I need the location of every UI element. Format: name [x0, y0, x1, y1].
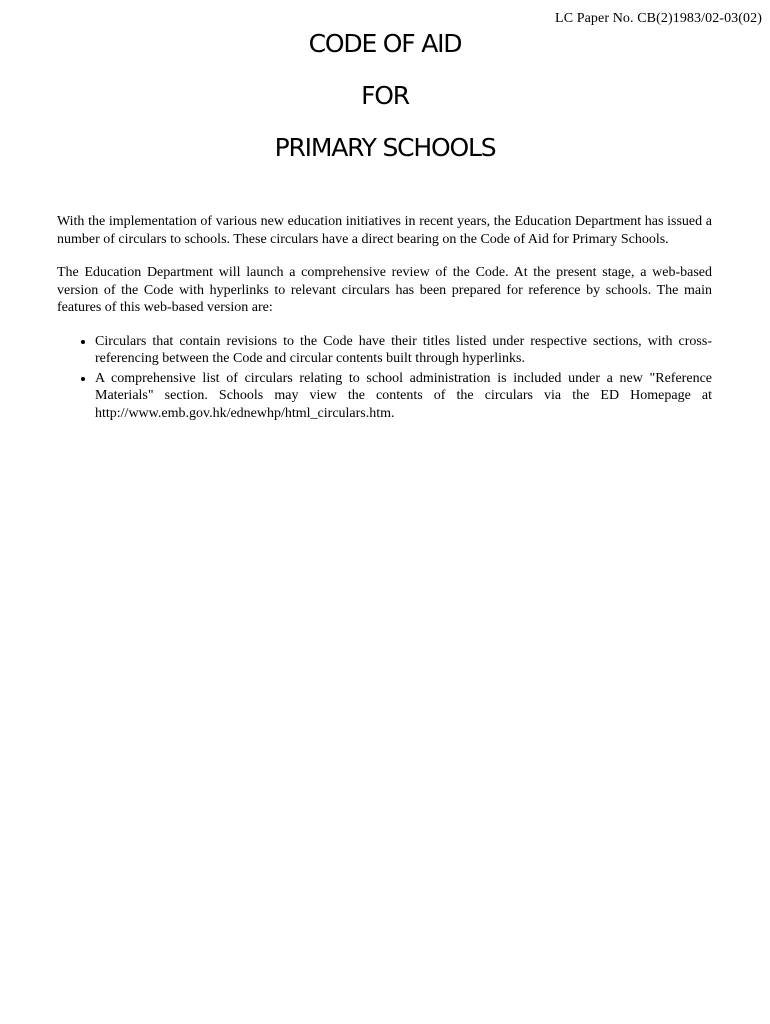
title-line-1: CODE OF AID — [308, 29, 462, 58]
paper-reference-number: LC Paper No. CB(2)1983/02-03(02) — [555, 11, 762, 26]
title-line-2: FOR — [361, 81, 409, 110]
feature-item-cross-referencing: • Circulars that contain revisions to the Code have their titles listed under respective sections, with cross-referencing between the Code and circular contents built through hyperlinks. — [95, 333, 712, 368]
intro-paragraph: With the implementation of various new education initiatives in recent years, the Education Department has issued a number of circulars to schools. These circulars have a direct bearing on the Code of Aid for Primary Schools. — [57, 214, 712, 247]
review-paragraph: The Education Department will launch a comprehensive review of the Code. At the present stage, a web-based version of the Code with hyperlinks to relevant circulars has been prepared for reference by schools. The main features of this web-based version are: — [57, 265, 712, 315]
feature-item-reference-materials: • A comprehensive list of circulars relating to school administration is included under a new "Reference Materials" section. Schools may view the contents of the circulars via the ED Homepage at http://www.emb.gov.hk/ednewhp/html_circulars.htm. — [95, 370, 712, 423]
features-list — [57, 333, 712, 423]
document-title — [0, 18, 770, 174]
document-body — [57, 213, 712, 424]
title-line-3: PRIMARY SCHOOLS — [274, 133, 496, 162]
